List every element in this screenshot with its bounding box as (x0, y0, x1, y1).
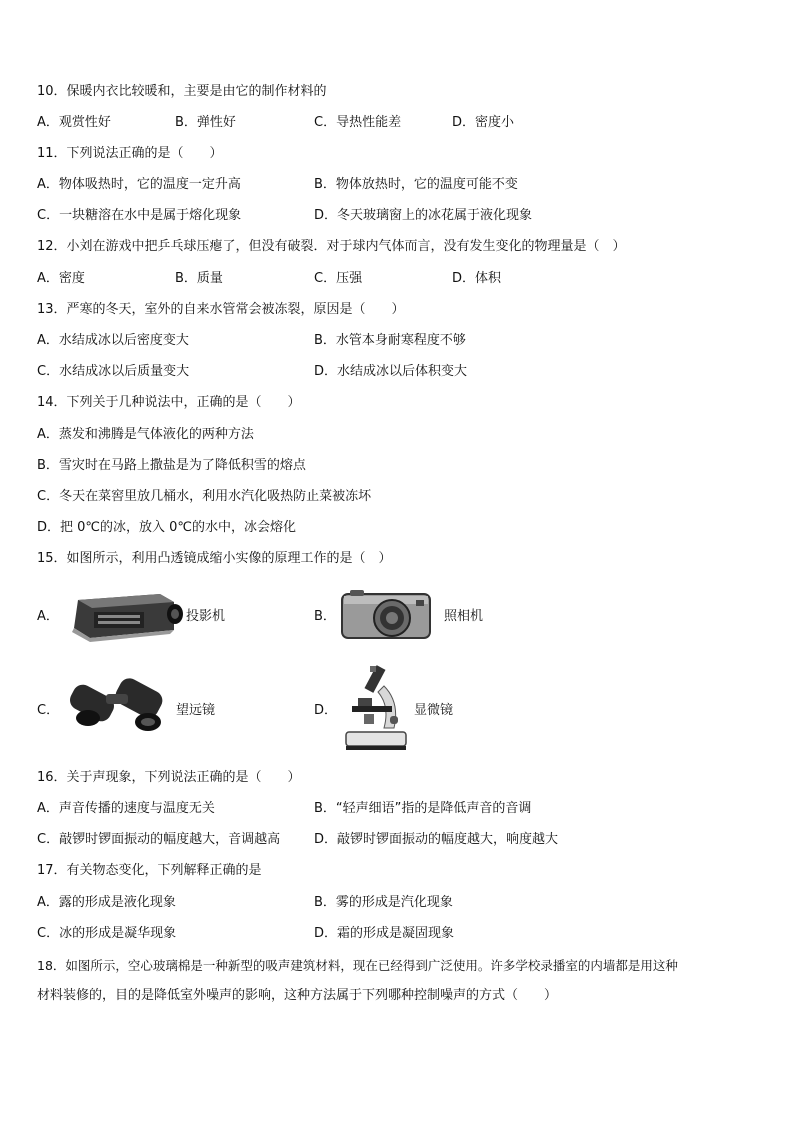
q14-option-a: A．蒸发和沸腾是气体液化的两种方法 (37, 427, 254, 442)
q16-stem: 16．关于声现象，下列说法正确的是（ ） (37, 770, 301, 785)
q14-option-c: C．冬天在菜窖里放几桶水，利用水汽化吸热防止菜被冻坏 (37, 489, 372, 504)
microscope-image (340, 662, 412, 754)
q16-option-c: C．敲锣时锣面振动的幅度越大，音调越高 (37, 832, 281, 847)
q10-option-a: A．观赏性好 (37, 115, 111, 130)
q11-option-c: C．一块糖溶在水中是属于熔化现象 (37, 208, 242, 223)
q11-stem: 11．下列说法正确的是（ ） (37, 146, 223, 161)
q13-option-c: C．水结成冰以后质量变大 (37, 364, 190, 379)
q15-caption-telescope: 望远镜 (176, 703, 216, 718)
q17-stem: 17．有关物态变化，下列解释正确的是 (37, 863, 262, 878)
q13-option-b: B．水管本身耐寒程度不够 (314, 333, 466, 348)
q12-option-b: B．质量 (175, 271, 223, 286)
q15-option-c-label: C． (37, 703, 60, 718)
q11-option-a: A．物体吸热时，它的温度一定升高 (37, 177, 241, 192)
q16-option-d: D．敲锣时锣面振动的幅度越大，响度越大 (314, 832, 559, 847)
q15-caption-projector: 投影机 (186, 609, 226, 624)
q10-option-d: D．密度小 (452, 115, 515, 130)
projector-image (70, 588, 184, 642)
q12-stem: 12．小刘在游戏中把乒乓球压瘪了，但没有破裂．对于球内气体而言，没有发生变化的物理量是（ ） (37, 239, 626, 254)
q17-option-a: A．露的形成是液化现象 (37, 895, 176, 910)
q16-option-a: A．声音传播的速度与温度无关 (37, 801, 215, 816)
q15-stem: 15．如图所示，利用凸透镜成缩小实像的原理工作的是（ ） (37, 551, 392, 566)
q16-option-b: B．“轻声细语”指的是降低声音的音调 (314, 801, 532, 816)
q11-option-b: B．物体放热时，它的温度可能不变 (314, 177, 518, 192)
q15-option-b-label: B． (314, 609, 336, 624)
q18-stem-line1: 18．如图所示，空心玻璃棉是一种新型的吸声建筑材料，现在已经得到广泛使用。许多学校录播室的内墙都是用这种 (37, 958, 678, 973)
q15-caption-microscope: 显微镜 (414, 703, 454, 718)
q13-stem: 13．严寒的冬天，室外的自来水管常会被冻裂，原因是（ ） (37, 302, 405, 317)
q11-option-d: D．冬天玻璃窗上的冰花属于液化现象 (314, 208, 533, 223)
q14-option-d: D．把 0℃的冰，放入 0℃的水中，冰会熔化 (37, 520, 297, 535)
q15-option-d-label: D． (314, 703, 338, 718)
q13-option-a: A．水结成冰以后密度变大 (37, 333, 189, 348)
camera-image (338, 586, 434, 642)
binoculars-image (66, 676, 174, 734)
q12-option-a: A．密度 (37, 271, 85, 286)
q18-stem-line2: 材料装修的，目的是降低室外噪声的影响，这种方法属于下列哪种控制噪声的方式（ ） (37, 988, 558, 1003)
q10-option-c: C．导热性能差 (314, 115, 402, 130)
q14-stem: 14．下列关于几种说法中，正确的是（ ） (37, 395, 301, 410)
q13-option-d: D．水结成冰以后体积变大 (314, 364, 468, 379)
q17-option-c: C．冰的形成是凝华现象 (37, 926, 177, 941)
q12-option-c: C．压强 (314, 271, 363, 286)
q17-option-b: B．雾的形成是汽化现象 (314, 895, 453, 910)
q15-caption-camera: 照相机 (444, 609, 484, 624)
q12-option-d: D．体积 (452, 271, 502, 286)
q15-option-a-label: A． (37, 609, 59, 624)
q17-option-d: D．霜的形成是凝固现象 (314, 926, 455, 941)
q10-option-b: B．弹性好 (175, 115, 236, 130)
q10-stem: 10．保暖内衣比较暖和，主要是由它的制作材料的 (37, 84, 327, 99)
q14-option-b: B．雪灾时在马路上撒盐是为了降低积雪的熔点 (37, 458, 306, 473)
